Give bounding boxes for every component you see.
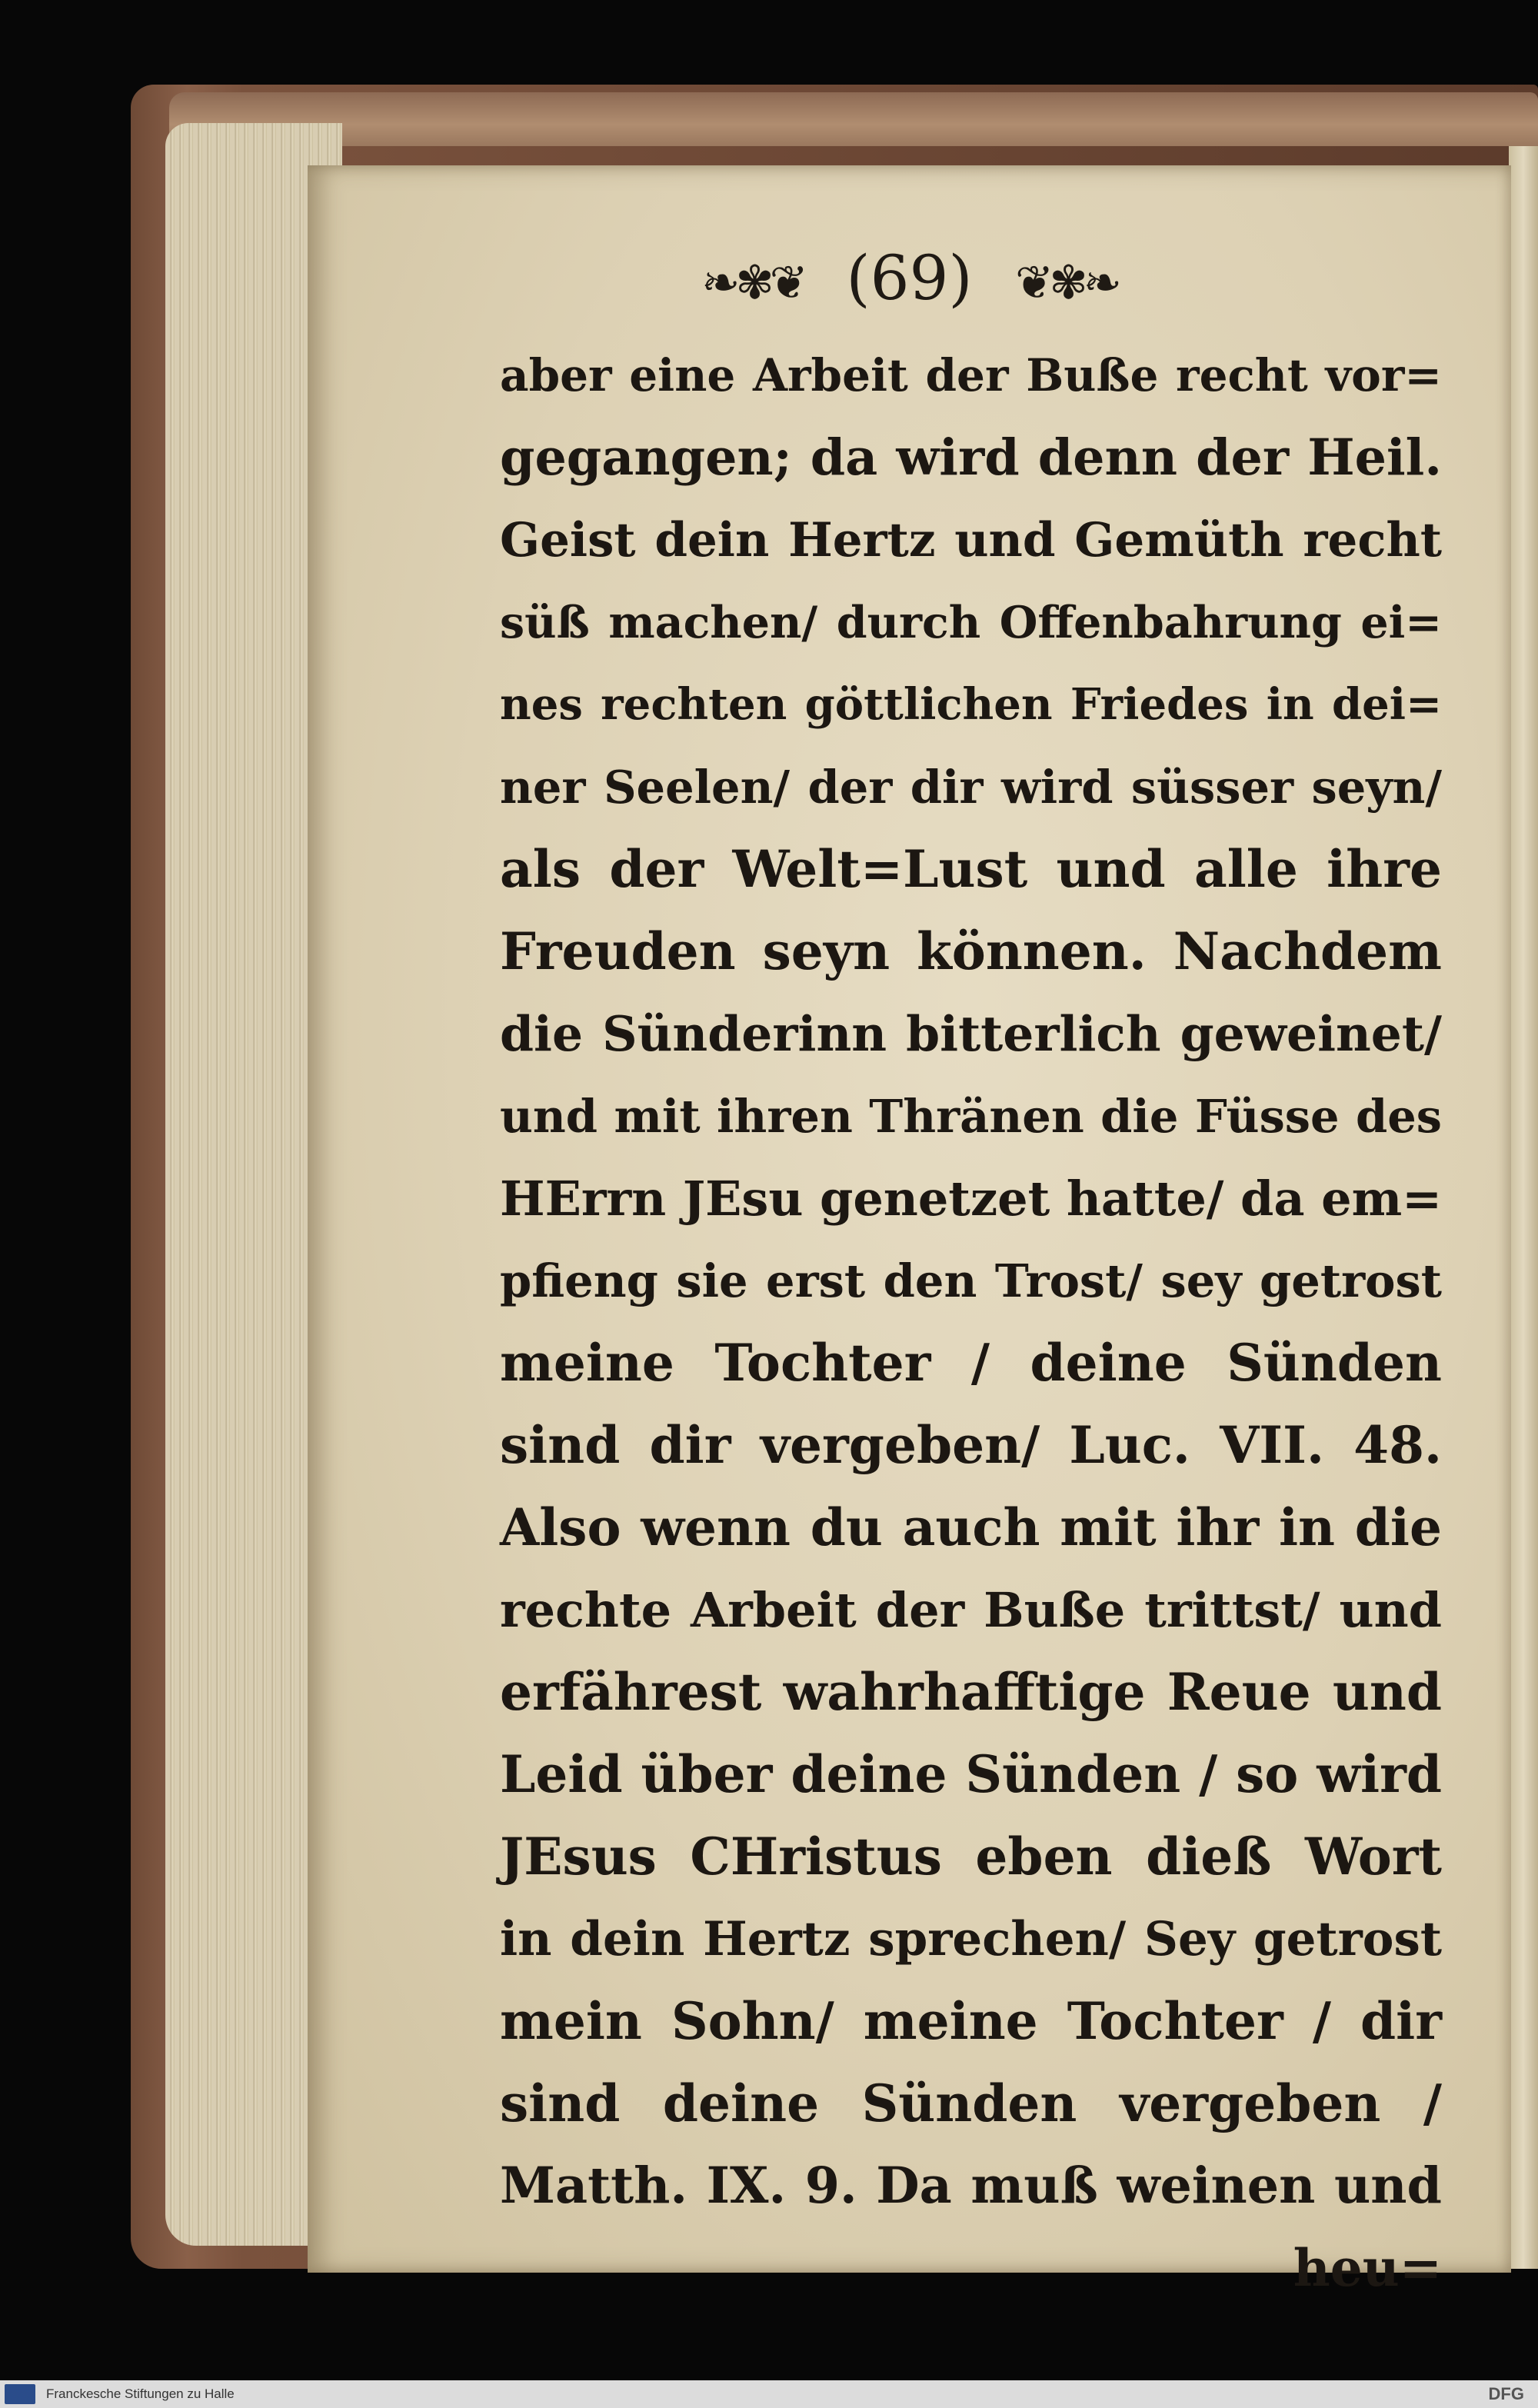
text-line: JEsus CHristus eben dieß Wort <box>500 1827 1442 1887</box>
text-line: und mit ihren Thränen die Füsse des <box>500 1090 1442 1143</box>
text-line: ner Seelen/ der dir wird süsser seyn/ <box>500 761 1442 814</box>
text-line: süß machen/ durch Offenbahrung ei= <box>500 597 1442 648</box>
text-line: Geist dein Hertz und Gemüth recht <box>500 513 1442 568</box>
viewer-footer <box>0 2380 1538 2408</box>
text-line: in dein Hertz sprechen/ Sey getrost <box>500 1912 1442 1967</box>
text-line: rechte Arbeit der Buße trittst/ und <box>500 1582 1442 1638</box>
text-line: erfährest wahrhafftige Reue und <box>500 1662 1442 1722</box>
text-line: HErrn JEsu genetzet hatte/ da em= <box>500 1171 1443 1227</box>
page-header <box>308 242 1511 314</box>
text-line: meine Tochter / deine Sünden <box>500 1333 1442 1393</box>
institution-logo-icon <box>5 2384 35 2404</box>
book-top-edge <box>169 92 1538 146</box>
institution-name: Franckesche Stiftungen zu Halle <box>46 2386 235 2401</box>
text-line: aber eine Arbeit der Buße recht vor= <box>500 349 1442 401</box>
text-line: Leid über deine Sünden / so wird <box>500 1744 1442 1804</box>
text-line: sind dir vergeben/ Luc. VII. 48. <box>500 1415 1442 1475</box>
text-line: als der Welt=Lust und alle ihre <box>500 839 1442 899</box>
dfg-logo: DFG <box>1488 2384 1524 2403</box>
catchword: heu= <box>1293 2238 1442 2298</box>
text-line: pfieng sie erst den Trost/ sey getrost <box>500 1254 1442 1307</box>
book-page <box>308 165 1511 2298</box>
page-number: (69) <box>846 242 973 314</box>
text-line: Freuden seyn können. Nachdem <box>500 921 1442 981</box>
text-line: sind deine Sünden vergeben / <box>500 2073 1442 2133</box>
text-line: mein Sohn/ meine Tochter / dir <box>500 1991 1442 2051</box>
text-line: Also wenn du auch mit ihr in die <box>500 1497 1442 1557</box>
ornament-right-icon: ❦✾❧ <box>1015 256 1117 310</box>
text-line: nes rechten göttlichen Friedes in dei= <box>500 679 1442 730</box>
text-line: die Sünderinn bitterlich geweinet/ <box>500 1005 1442 1062</box>
ornament-left-icon: ❧✾❦ <box>701 256 804 310</box>
text-line: gegangen; da wird denn der Heil. <box>500 428 1442 487</box>
right-page-edge <box>1509 146 1538 2269</box>
text-line: Matth. IX. 9. Da muß weinen und <box>500 2157 1442 2215</box>
body-text <box>500 335 1442 2310</box>
